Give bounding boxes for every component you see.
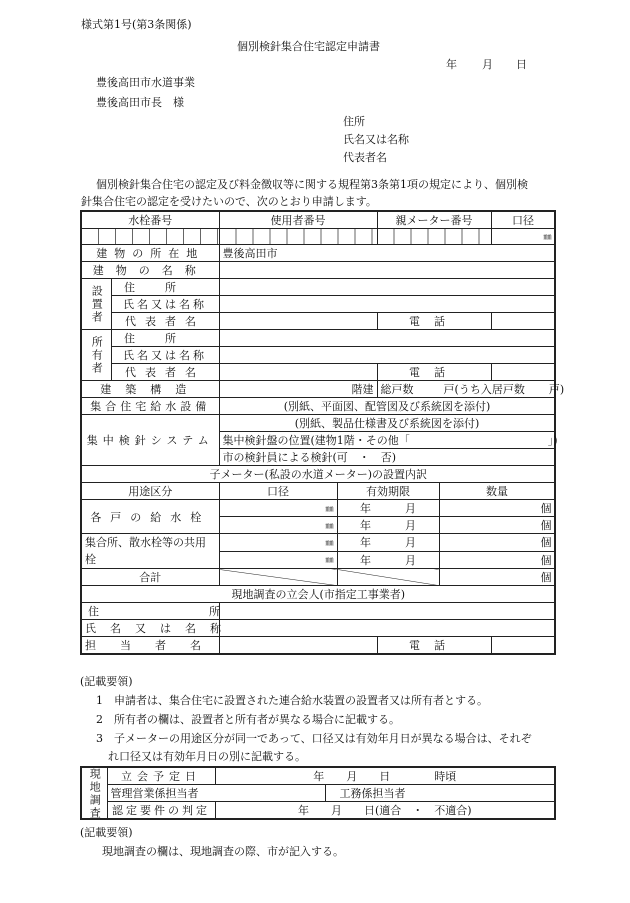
owner-name-label: 氏名又は名称 xyxy=(111,347,219,364)
witness-address-label: 住所 xyxy=(81,603,219,620)
addressee-line2: 豊後高田市長 様 xyxy=(96,96,184,109)
installer-phone-field[interactable] xyxy=(491,313,555,330)
notes1-item-1: 1 申請者は、集合住宅に設置された連合給水装置の設置者又は所有者とする。 xyxy=(96,694,488,707)
building-location-label: 建物の所在地 xyxy=(81,245,219,262)
witness-phone-field[interactable] xyxy=(491,637,555,655)
installer-label: 設置者 xyxy=(81,279,111,330)
survey-table xyxy=(80,766,556,820)
parent-meter-number-field[interactable] xyxy=(377,229,491,245)
col-bore: 口径 xyxy=(219,483,337,500)
house-qty-2[interactable] xyxy=(439,517,555,534)
notes1-item-3: 3 子メーターの用途区分が同一であって、口径又は有効年月日が異なる場合は、それぞ xyxy=(96,732,532,745)
total-qty[interactable] xyxy=(439,569,555,586)
year-unit: 年 xyxy=(360,502,372,515)
house-validity-2[interactable] xyxy=(337,517,439,534)
total-bore-na xyxy=(219,569,337,586)
unit-mm: ㎜ xyxy=(543,232,552,241)
house-bore-1[interactable] xyxy=(219,500,337,517)
witness-header: 現地調査の立会人(市指定工事業者) xyxy=(81,586,555,603)
witness-phone-label: 電話 xyxy=(377,637,491,655)
units-detail: 戸(うち入居戸数 xyxy=(443,383,525,396)
owner-address-field[interactable] xyxy=(219,330,555,347)
owner-rep-label: 代表者名 xyxy=(111,364,219,381)
survey-manager-field[interactable]: 管理営業係担当者 xyxy=(107,785,325,802)
addressee-line1: 豊後高田市水道事業 xyxy=(96,76,195,89)
house-bore-2[interactable] xyxy=(219,517,337,534)
piece-unit: 個 xyxy=(540,536,552,550)
year-unit: 年 xyxy=(360,536,372,550)
panel-position-label: 集中検針盤の位置(建物1階・その他「 xyxy=(222,434,410,447)
structure-label: 建築構造 xyxy=(81,381,219,398)
date-year: 年 xyxy=(446,58,457,71)
applicant-address-label: 住所 xyxy=(343,115,365,128)
owner-label: 所有者 xyxy=(81,330,111,381)
total-validity-na xyxy=(337,569,439,586)
applicant-rep-label: 代表者名 xyxy=(343,151,387,164)
piece-unit: 個 xyxy=(540,571,552,584)
col-validity: 有効期限 xyxy=(337,483,439,500)
bore-field[interactable] xyxy=(491,229,555,245)
total-label: 合計 xyxy=(81,569,219,586)
intro-line2: 針集合住宅の認定を受けたいので、次のとおり申請します。 xyxy=(81,195,377,208)
month-unit: 月 xyxy=(405,519,417,532)
notes2-text: 現地調査の欄は、現地調査の際、市が記入する。 xyxy=(102,845,344,858)
installer-rep-label: 代表者名 xyxy=(111,313,219,330)
owner-address-label: 住所 xyxy=(111,330,219,347)
year-unit: 年 xyxy=(360,519,372,532)
page-title: 個別検針集合住宅認定申請書 xyxy=(237,40,380,53)
building-name-field[interactable] xyxy=(219,262,555,279)
common-validity-1[interactable] xyxy=(337,534,439,552)
units-field[interactable] xyxy=(377,381,565,398)
survey-judgement-label: 認定要件の判定 xyxy=(107,802,215,820)
witness-name-label: 氏名又は名称 xyxy=(81,620,219,637)
installer-name-label: 氏名又は名称 xyxy=(111,296,219,313)
city-reading-field[interactable]: 市の検針員による検針(可 ・ 否) xyxy=(219,449,555,466)
floors-field[interactable] xyxy=(219,381,377,398)
units-end: 戸) xyxy=(548,383,565,396)
notes1-item-2: 2 所有者の欄は、設置者と所有者が異なる場合に記載する。 xyxy=(96,713,400,726)
common-qty-1[interactable] xyxy=(439,534,555,552)
panel-position-field[interactable] xyxy=(219,432,558,449)
usage-house-label: 各戸の給水栓 xyxy=(81,500,219,534)
installer-name-field[interactable] xyxy=(219,296,555,313)
meter-system-note: (別紙、製品仕様書及び系統図を添付) xyxy=(219,415,555,432)
month-unit: 月 xyxy=(405,553,417,567)
month-unit: 月 xyxy=(405,536,417,550)
water-facility-label: 集合住宅給水設備 xyxy=(81,398,219,415)
floors-unit: 階建 xyxy=(351,383,374,396)
year-unit: 年 xyxy=(360,553,372,567)
building-name-label: 建物の名称 xyxy=(81,262,219,279)
survey-label: 現地調査 xyxy=(81,767,107,819)
units-label: 総戸数 xyxy=(380,383,414,396)
owner-name-field[interactable] xyxy=(219,347,555,364)
installer-address-label: 住所 xyxy=(111,279,219,296)
house-qty-1[interactable] xyxy=(439,500,555,517)
usage-common-label: 集合所、散水栓等の共用栓 xyxy=(81,534,219,569)
notes1-heading: (記載要領) xyxy=(80,675,133,688)
common-bore-1[interactable] xyxy=(219,534,337,552)
common-qty-2[interactable] xyxy=(439,551,555,569)
owner-phone-label: 電話 xyxy=(377,364,491,381)
house-validity-1[interactable] xyxy=(337,500,439,517)
header-bore: 口径 xyxy=(491,211,555,229)
unit-mm: ㎜ xyxy=(325,520,334,530)
water-facility-note: (別紙、平面図、配管図及び系統図を添付) xyxy=(219,398,555,415)
form-number: 様式第1号(第3条関係) xyxy=(81,18,192,31)
piece-unit: 個 xyxy=(540,502,552,515)
piece-unit: 個 xyxy=(540,519,552,532)
header-parent-meter-number: 親メーター番号 xyxy=(377,211,491,229)
witness-name-field[interactable] xyxy=(219,620,555,637)
survey-works-field[interactable]: 工務係担当者 xyxy=(325,785,555,802)
installer-rep-field[interactable] xyxy=(219,313,377,330)
col-qty: 数量 xyxy=(439,483,555,500)
witness-person-field[interactable] xyxy=(219,637,377,655)
notes2-heading: (記載要領) xyxy=(80,826,133,839)
survey-scheduled-label: 立会予定日 xyxy=(107,767,215,785)
meter-number-field[interactable] xyxy=(81,229,219,245)
unit-mm: ㎜ xyxy=(325,503,334,513)
installer-address-field[interactable] xyxy=(219,279,555,296)
panel-position-end: 」) xyxy=(547,434,558,447)
meter-system-label: 集中検針システム xyxy=(81,415,219,466)
common-bore-2[interactable] xyxy=(219,551,337,569)
col-usage: 用途区分 xyxy=(81,483,219,500)
applicant-name-label: 氏名又は名称 xyxy=(343,133,409,146)
unit-mm: ㎜ xyxy=(325,555,334,565)
application-table xyxy=(80,210,565,655)
notes1-item-3-cont: れ口径又は有効年月日の別に記載する。 xyxy=(108,750,306,763)
survey-scheduled-field[interactable]: 年 月 日 時頃 xyxy=(215,767,555,785)
witness-person-label: 担当者名 xyxy=(81,637,219,655)
unit-mm: ㎜ xyxy=(325,537,334,547)
owner-rep-field[interactable] xyxy=(219,364,377,381)
user-number-field[interactable] xyxy=(219,229,377,245)
common-validity-2[interactable] xyxy=(337,551,439,569)
header-user-number: 使用者番号 xyxy=(219,211,377,229)
intro-line1: 個別検針集合住宅の認定及び料金徴収等に関する規程第3条第1項の規定により、個別検 xyxy=(96,178,528,191)
date-day: 日 xyxy=(516,58,527,71)
survey-judgement-field[interactable]: 年 月 日(適合 ・ 不適合) xyxy=(215,802,555,820)
sub-meter-header: 子メーター(私設の水道メーター)の設置内訳 xyxy=(81,466,555,483)
installer-phone-label: 電話 xyxy=(377,313,491,330)
month-unit: 月 xyxy=(405,502,417,515)
building-location-field[interactable]: 豊後高田市 xyxy=(219,245,555,262)
date-month: 月 xyxy=(482,58,493,71)
header-meter-number: 水栓番号 xyxy=(81,211,219,229)
piece-unit: 個 xyxy=(540,553,552,567)
owner-phone-field[interactable] xyxy=(491,364,555,381)
